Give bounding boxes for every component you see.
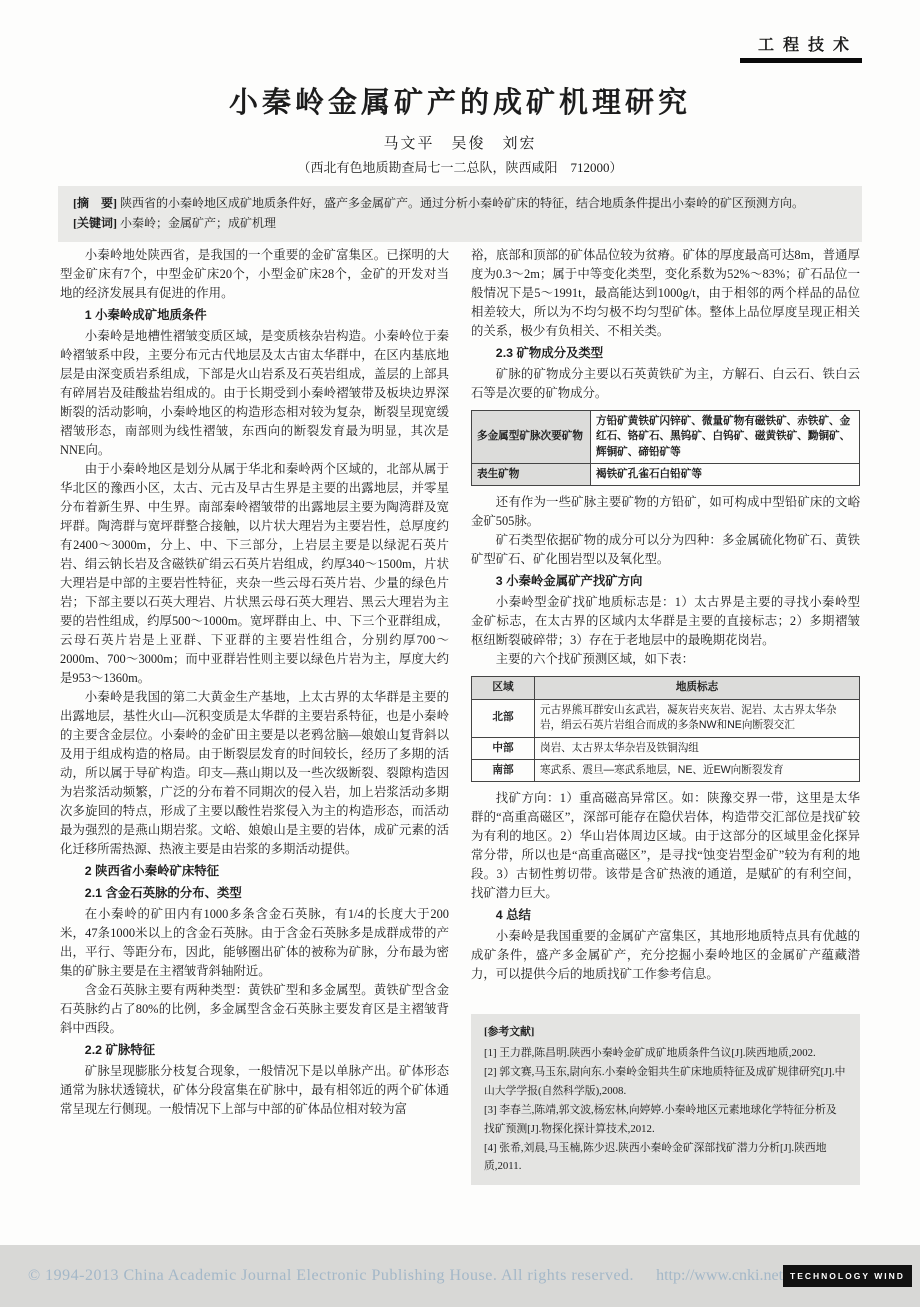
table-cell: 褐铁矿孔雀石白铅矿等 xyxy=(591,464,860,486)
section-heading-4: 4 总结 xyxy=(495,908,531,923)
section-heading-3: 3 小秦岭金属矿产找矿方向 xyxy=(495,574,643,589)
paragraph: 矿脉呈现膨胀分枝复合现象，一般情况下是以单脉产出。矿体形态通常为脉状透镜状，矿体分段富集在矿脉中，最有相邻近的两个矿体通常呈现左行侧现。一般情况下上部与中部的矿体品位相对较为富 xyxy=(60,1064,449,1116)
prediction-zones-table xyxy=(471,676,860,782)
table-header-cell: 地质标志 xyxy=(535,677,860,699)
table-row xyxy=(472,464,860,486)
section-underline-bar xyxy=(740,58,862,63)
paragraph: 由于小秦岭地区是划分从属于华北和秦岭两个区域的，北部从属于华北区的豫西小区，太古、元古及早古生界是主要的出露地层，并零星分布着新生界、中生界。南部秦岭褶皱带的出露地层主要为陶湾群及宽坪群。陶湾群与宽坪群整合接触，以片状大理岩为主要岩性，总厚度约有2400～3000m，分上、中、下三部分，上岩层主要是以绿泥石英片岩、绢云钠长岩及含磁铁矿绢云石英片岩组成，约厚340～1500m，片状大理岩是中部的主要岩性特征，夹杂一些云母石英片岩、少量的绿色片岩；下部主要以石英大理岩、片状黑云母石英大理岩、黑云大理岩为主要的岩性组成，约厚500～1000m。宽坪群由上、中、下三个亚群组成，云母石英片岩是上亚群、下亚群的主要岩性组合，分别约厚700～2000m、700～3000m；而中亚群岩性则主要以绿色片岩为主，厚度大约是953～1360m。 xyxy=(60,462,449,685)
right-column xyxy=(471,246,860,1244)
article-body xyxy=(60,246,860,1244)
affiliation: （西北有色地质勘查局七一二总队，陕西咸阳 712000） xyxy=(297,160,623,175)
references-label: [参考文献] xyxy=(484,1026,535,1039)
keywords-text: 小秦岭；金属矿产；成矿机理 xyxy=(120,215,277,230)
table-header-row xyxy=(472,677,860,699)
reference-item: [3] 李春兰,陈靖,郭文波,杨宏林,向婷婷.小秦岭地区元素地球化学特征分析及找矿预测[J].物探化探计算技术,2012. xyxy=(484,1103,837,1135)
section-heading-2-2: 2.2 矿脉特征 xyxy=(84,1043,156,1057)
section-heading-2-1: 2.1 含金石英脉的分布、类型 xyxy=(84,886,242,900)
reference-item: [1] 王力群,陈昌明.陕西小秦岭金矿成矿地质条件刍议[J].陕西地质,2002. xyxy=(484,1047,816,1060)
table-row xyxy=(472,699,860,737)
journal-name-badge: TECHNOLOGY WIND xyxy=(783,1265,912,1287)
references-box xyxy=(471,1014,860,1185)
reference-item: [2] 郭文赛,马玉东,尉向东.小秦岭金钼共生矿床地质特征及成矿规律研究[J].中山大学学报(自然科学版),2008. xyxy=(484,1066,846,1097)
left-column xyxy=(60,246,449,1244)
table-cell: 方铅矿黄铁矿闪锌矿、微量矿物有磁铁矿、赤铁矿、金红石、铬矿石、黑钨矿、白钨矿、磁黄铁矿、黝铜矿、辉铜矿、碲铅矿等 xyxy=(591,411,860,464)
authors: 马文平 吴俊 刘宏 xyxy=(383,136,537,152)
paragraph-continuation: 裕，底部和顶部的矿体品位较为贫瘠。矿体的厚度最高可达8m，普通厚度为0.3～2m；属于中等变化类型，变化系数为52%～83%；矿石品位一般情况下是5～1991t，最高能达到1000g/t，由于相邻的两个样品的品位相差较大，所以为不均匀极不均匀型矿体。整体上品位厚度呈现正相关的关系，极少有负相关、不相关类。 xyxy=(471,248,860,338)
paragraph: 小秦岭是我国的第二大黄金生产基地，上太古界的太华群是主要的出露地层，基性火山—沉积变质是太华群的主要岩系特征，也是小秦岭的主要含金层位。小秦岭的金矿田主要是以老鸦岔脑—娘娘山复背斜以及用于组成构造的格局。由于断裂层发育的时间较长，经历了多期的活动，所以属于导矿构造。印支—燕山期以及一些次级断裂、裂隙构造因为岩浆活动频繁，广泛的分布着不同期次的侵入岩，加上岩浆活动多期次多旋回的特点，形成了主要以酸性岩浆侵入为主的构造形态，而活动最为强烈的是燕山期岩浆。文峪、娘娘山是主要的岩体，成矿元素的活化迁移所需热源、热液主要是由岩浆的多期活动提供。 xyxy=(60,690,449,856)
reference-item: [4] 张希,刘晨,马玉楠,陈少迟.陕西小秦岭金矿深部找矿潜力分析[J].陕西地质,2011. xyxy=(484,1141,827,1173)
paragraph: 小秦岭型金矿找矿地质标志是：1）太古界是主要的寻找小秦岭型金矿标志，在太古界的区域内太华群是主要的直接标志；2）多期褶皱枢纽断裂破碎带；3）存在于老地层中的最晚期花岗岩。 xyxy=(471,595,860,648)
paragraph: 在小秦岭的矿田内有1000多条含金石英脉，有1/4的长度大于200米，47条1000米以上的含金石英脉。由于含金石英脉多是成群成带的产出，平行、等距分布，因此，能够圈出矿体的被称为矿脉，分布最为密集的矿脉主要是在主褶皱背斜轴附近。 xyxy=(60,907,449,978)
paragraph: 含金石英脉主要有两种类型：黄铁矿型和多金属型。黄铁矿型含金石英脉约占了80%的比例，多金属型含金石英脉主要发育区是主褶皱背斜中西段。 xyxy=(60,983,449,1035)
abstract-line xyxy=(73,194,847,214)
table-cell: 表生矿物 xyxy=(472,464,591,486)
paragraph: 小秦岭是我国重要的金属矿产富集区，其地形地质特点具有优越的成矿条件，盛产多金属矿产，充分挖掘小秦岭地区的金属矿产蕴藏潜力，可以提供今后的地质找矿工作参考信息。 xyxy=(471,929,860,982)
table-cell: 元古界熊耳群安山玄武岩，凝灰岩夹灰岩、泥岩、太古界太华杂岩，绢云石英片岩组合而成的多条NW和NE向断裂交汇 xyxy=(535,699,860,737)
abstract-label: [摘 要] xyxy=(73,196,117,210)
mineral-composition-table xyxy=(471,410,860,486)
abstract-text: 陕西省的小秦岭地区成矿地质条件好，盛产多金属矿产。通过分析小秦岭矿床的特征，结合地质条件提出小秦岭的矿区预测方向。 xyxy=(120,196,805,210)
table-row xyxy=(472,737,860,759)
paragraph: 矿石类型依据矿物的成分可以分为四种：多金属硫化物矿石、黄铁矿型矿石、矿化围岩型以及氧化型。 xyxy=(471,533,860,567)
cnki-url: http://www.cnki.net xyxy=(656,1267,784,1284)
paragraph: 找矿方向：1）重高磁高异常区。如：陕豫交界一带，这里是太华群的“高重高磁区”，深部可能存在隐伏岩体，构造带交汇部位是找矿较为有利的地区。2）华山岩体周边区域。由于这部分的区域里金化探异常分带，所以也是“高重高磁区”，是寻找“蚀变岩型金矿”较为有利的地段。3）古韧性剪切带。该带是含矿热液的通道，是赋矿的有利空间，找矿潜力巨大。 xyxy=(471,791,860,901)
journal-section-label: 工程技术 xyxy=(757,37,858,54)
table-cell: 南部 xyxy=(472,759,535,781)
section-heading-2: 2 陕西省小秦岭矿床特征 xyxy=(84,864,220,878)
section-heading-1: 1 小秦岭成矿地质条件 xyxy=(84,308,207,322)
table-header-cell: 区域 xyxy=(472,677,535,699)
paragraph: 小秦岭是地槽性褶皱变质区域，是变质核杂岩构造。小秦岭位于秦岭褶皱系中段，主要分布元古代地层及太古宙太华群中，在区内基底地层是由深变质岩系组成，下部是火山岩系及石英岩组成，盖层的上部具有碎屑岩及硅酸盐岩组成的。由于长期受到小秦岭褶皱带及板块边界深断裂的活动影响，小秦岭地区的构造形态相对较为复杂，断裂呈现宽缓褶皱形态，南部则为线性褶皱，东西向的断裂发育最为明显，其次是NNE向。 xyxy=(60,329,449,457)
paragraph-intro: 小秦岭地处陕西省，是我国的一个重要的金矿富集区。已探明的大型金矿床有7个，中型金矿床20个，小型金矿床28个，金矿的开发对当地的经济发展具有促进的作用。 xyxy=(60,248,449,300)
section-heading-2-3: 2.3 矿物成分及类型 xyxy=(495,346,604,360)
table-cell: 北部 xyxy=(472,699,535,737)
table-cell: 寒武系、震旦—寒武系地层，NE、近EW向断裂发育 xyxy=(535,759,860,781)
table-row xyxy=(472,411,860,464)
abstract-box xyxy=(58,186,862,242)
paragraph: 还有作为一些矿脉主要矿物的方铅矿，如可构成中型铅矿床的文峪金矿505脉。 xyxy=(471,495,860,529)
copyright-watermark: © 1994-2013 China Academic Journal Electronic Publishing House. All rights reserved. xyxy=(28,1267,635,1284)
keywords-line xyxy=(73,214,847,234)
table-cell: 多金属型矿脉次要矿物 xyxy=(472,411,591,464)
paper-title: 小秦岭金属矿产的成矿机理研究 xyxy=(228,87,691,119)
table-row xyxy=(472,759,860,781)
table-cell: 岗岩、太古界太华杂岩及铁铜沟组 xyxy=(535,737,860,759)
table-cell: 中部 xyxy=(472,737,535,759)
keywords-label: [关键词] xyxy=(73,215,117,230)
paragraph: 矿脉的矿物成分主要以石英黄铁矿为主，方解石、白云石、铁白云石等是次要的矿物成分。 xyxy=(471,367,860,400)
paragraph: 主要的六个找矿预测区域，如下表： xyxy=(495,652,695,667)
footer-watermark-bar xyxy=(0,1245,920,1307)
